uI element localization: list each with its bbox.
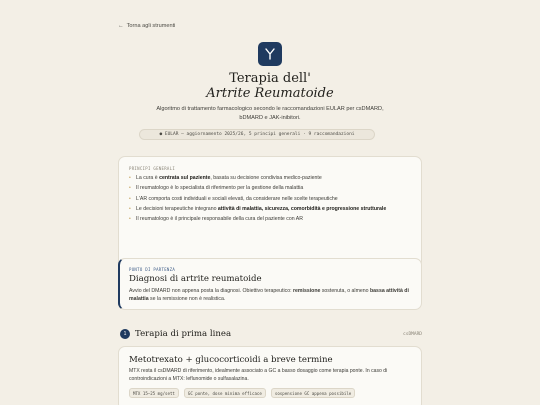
starting-point-text (129, 287, 419, 303)
tapering-chip: sospensione GC appena possibile (271, 388, 355, 398)
principles-list (129, 176, 419, 227)
text-emphasis: bassa attività di malattia (129, 288, 409, 302)
starting-point-label: PUNTO DI PARTENZA (129, 267, 176, 272)
list-item (129, 217, 419, 227)
app-logo (258, 42, 282, 66)
dosage-chip: MTX 15–25 mg/sett (129, 388, 179, 398)
principle-text: Il reumatologo è lo specialista di riferimento per la gestione della malattia (136, 185, 304, 192)
bullet-icon: • (129, 175, 131, 181)
treatment-description: MTX resta il csDMARD di riferimento, idealmente associato a GC a basso dosaggio come terapia ponte. In caso di controindicazioni a MTX: leflunomide o sulfasalazina. (129, 368, 388, 382)
principle-text: L'AR comporta costi individuali e sociali elevati, da considerare nelle scelte terapeutiche (136, 195, 338, 202)
starting-point-card (118, 258, 422, 310)
principle-text: La cura è (136, 175, 160, 181)
text-span: Avvio del DMARD non appena posta la diagnosi. Obiettivo terapeutico: (129, 288, 293, 294)
principle-emphasis: attività di malattia, sicurezza, comorbidità e progressione strutturale (217, 205, 387, 212)
back-link[interactable] (118, 23, 175, 29)
back-link-label: Torna agli strumenti (126, 23, 176, 29)
principle-text: , basata su decisione condivisa medico-paziente (210, 175, 322, 181)
principle-text: Il reumatologo è il principale responsabile della cura del paziente con AR (136, 216, 303, 223)
bridge-chip: GC ponte, dose minima efficace (184, 388, 266, 398)
general-principles-card (118, 156, 422, 268)
y-icon (263, 47, 277, 61)
bullet-icon: • (129, 185, 131, 192)
page-title-line1: Terapia dell' (229, 71, 311, 86)
treatment-heading: Metotrexato + glucocorticoidi a breve termine (129, 355, 333, 365)
treatment-card[interactable] (118, 346, 422, 405)
page-subtitle: Algoritmo di trattamento farmacologico secondo le raccomandazioni EULAR per csDMARD, bDMARD e JAK-inibitori. (156, 106, 384, 121)
principle-emphasis: centrata sul paziente (159, 175, 211, 181)
text-span: sostenuta, o almeno (320, 288, 370, 294)
first-line-section-header (118, 327, 422, 341)
guideline-badge (139, 129, 375, 140)
starting-point-heading: Diagnosi di artrite reumatoide (129, 274, 262, 284)
text-span: se la remissione non è realistica. (148, 296, 226, 302)
principles-label: PRINCIPI GENERALI (129, 166, 176, 171)
bullet-icon: • (129, 195, 131, 202)
drug-class-tag: csDMARD (403, 331, 422, 337)
bullet-icon: • (129, 205, 131, 212)
step-number-badge: 1 (120, 329, 130, 339)
text-emphasis: remissione (292, 288, 321, 294)
principle-text: Le decisioni terapeutiche integrano (136, 205, 218, 212)
bullet-icon: • (129, 216, 131, 223)
page-title-line2: Artrite Reumatoide (206, 86, 334, 101)
first-line-title: Terapia di prima linea (135, 329, 232, 339)
arrow-left-icon: ← (118, 23, 124, 29)
page-title (0, 71, 540, 101)
treatment-chips (129, 388, 355, 398)
guideline-badge-text: ● EULAR — aggiornamento 2025/26, 5 principi generali · 9 raccomandazioni (159, 132, 355, 137)
